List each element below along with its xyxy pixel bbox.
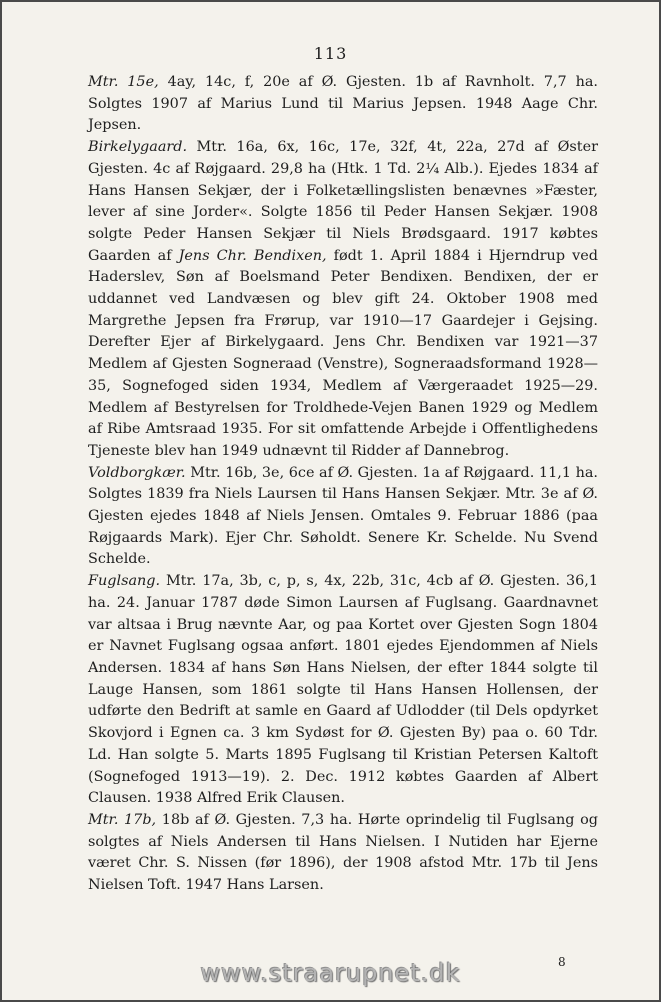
website-watermark: www.straarupnet.dk (200, 959, 461, 987)
paragraph-text: Mtr. 16a, 6x, 16c, 17e, 32f, 4t, 22a, 27d af Øster Gjesten. 4c af Røjgaard. 29,8 ha (Htk. 1 Td. 2¼ Alb.). Ejedes 1834 af Hans Hansen Sekjær, der i Folketællingslisten benævnes »Fæster, lever af sine Jorder«. Solgte 1856 til Peder Hansen Sekjær. 1908 solgte Peder Hansen Sekjær til Niels Brødsgaard. 1917 købtes Gaarden af (88, 139, 598, 264)
paragraph-mtr-15e (88, 72, 598, 137)
paragraph-text: 18b af Ø. Gjesten. 7,3 ha. Hørte oprindelig til Fuglsang og solgtes af Niels Andersen til Hans Nielsen. I Nutiden har Ejerne været Chr. S. Nissen (før 1896), der 1908 afstod Mtr. 17b til Jens Nielsen Toft. 1947 Hans Larsen. (88, 811, 599, 894)
paragraph-text-continued: født 1. April 1884 i Hjerndrup ved Haderslev, Søn af Boelsmand Peter Bendixen. Bendixen, der er uddannet ved Landvæsen og blev gift 24. Oktober 1908 med Margrethe Jepsen fra Frørup, var 1910—17 Gaardejer i Gejsing. Derefter Ejer af Birkelygaard. Jens Chr. Bendixen var 1921—37 Medlem af Gjesten Sogneraad (Venstre), Sogneraadsformand 1928—35, Sognefoged siden 1934, Medlem af Værgeraadet 1925—29. Medlem af Bestyrelsen for Troldhede-Vejen Banen 1929 og Medlem af Ribe Amtsraad 1935. For sit omfattende Arbejde i Offentlighedens Tjeneste blev han 1949 udnævnt til Ridder af Dannebrog. (88, 247, 598, 459)
paragraph-lead: Mtr. 17b, (88, 811, 157, 828)
paragraph-text: Mtr. 17a, 3b, c, p, s, 4x, 22b, 31c, 4cb af Ø. Gjesten. 36,1 ha. 24. Januar 1787 døde Simon Laursen af Fuglsang. Gaardnavnet var altsaa i Brug nævnte Aar, og paa Kortet over Gjesten Sogn 1804 er Navnet Fuglsang ogsaa anført. 1801 ejedes Ejendommen af Niels Andersen. 1834 af hans Søn Hans Nielsen, der efter 1844 solgte til Lauge Hansen, som 1861 solgte til Hans Hansen Hollensen, der udførte den Bedrift at samle en Gaard af Udlodder (til Dels opdyrket Skovjord i Egnen ca. 3 km Sydøst for Ø. Gjesten By) paa o. 60 Tdr. Ld. Han solgte 5. Marts 1895 Fuglsang til Kristian Petersen Kaltoft (Sognefoged 1913—19). 2. Dec. 1912 købtes Gaarden af Albert Clausen. 1938 Alfred Erik Clausen. (88, 573, 598, 807)
signature-mark: 8 (558, 955, 566, 969)
paragraph-text: 4ay, 14c, f, 20e af Ø. Gjesten. 1b af Ravnholt. 7,7 ha. Solgtes 1907 af Marius Lund til Marius Jepsen. 1948 Aage Chr. Jepsen. (88, 74, 598, 134)
paragraph-mtr-17b (88, 810, 598, 897)
paragraph-lead: Mtr. 15e, (88, 74, 159, 90)
paragraph-lead: Birkelygaard. (88, 139, 188, 156)
page-number: 113 (313, 44, 348, 63)
paragraph-lead: Voldborgkær. (88, 464, 186, 481)
paragraph-italic-name: Jens Chr. Bendixen, (178, 247, 327, 264)
paragraph-voldborgkaer (88, 463, 598, 572)
paragraph-birkelygaard (88, 137, 598, 463)
paragraph-lead: Fuglsang. (88, 573, 161, 590)
paragraph-fuglsang (88, 571, 598, 810)
page-body (88, 72, 598, 897)
paragraph-text: Mtr. 16b, 3e, 6ce af Ø. Gjesten. 1a af Røjgaard. 11,1 ha. Solgtes 1839 fra Niels Laursen til Hans Hansen Sekjær. Mtr. 3e af Ø. Gjesten ejedes 1848 af Niels Jensen. Omtales 9. Februar 1886 (paa Røjgaards Mark). Ejer Chr. Søholdt. Senere Kr. Schelde. Nu Svend Schelde. (88, 464, 598, 568)
